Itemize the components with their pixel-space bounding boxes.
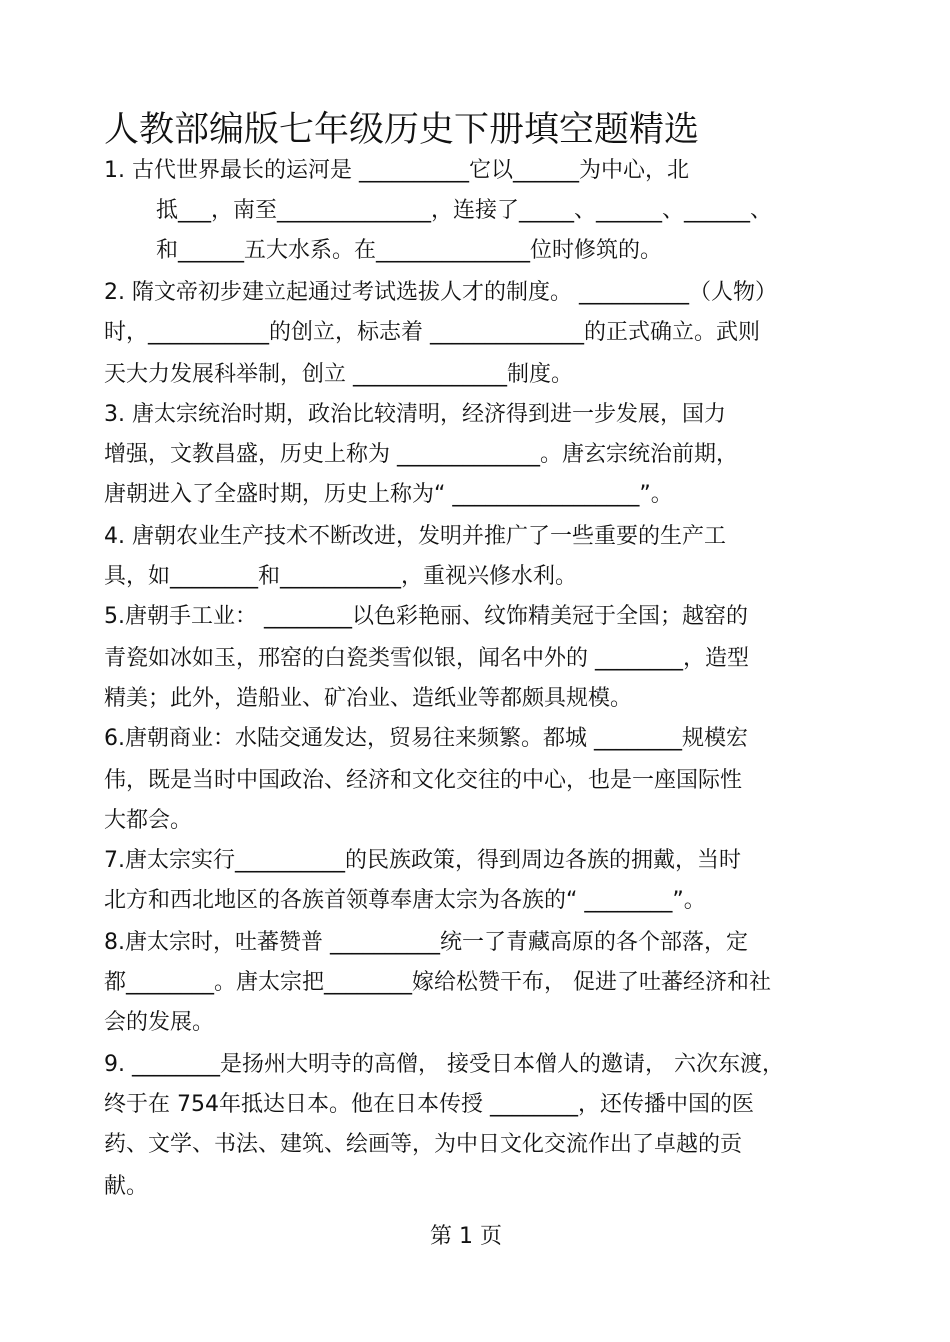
text-line: 唐朝进入了全盛时期，历史上称为“ _________________”。 — [104, 482, 673, 507]
text-line: 2. 隋文帝初步建立起通过考试选拔人才的制度。 __________（人物） — [104, 280, 777, 305]
text-line: 6.唐朝商业：水陆交通发达，贸易往来频繁。都城 ________规模宏 — [104, 726, 748, 751]
text-line: 天大力发展科举制，创立 ______________制度。 — [104, 362, 573, 387]
text-line: 时，___________的创立，标志着 ______________的正式确立。武则 — [104, 320, 760, 345]
text-line: 4. 唐朝农业生产技术不断改进，发明并推广了一些重要的生产工 — [104, 524, 726, 549]
text-line: 伟，既是当时中国政治、经济和文化交往的中心，也是一座国际性 — [104, 768, 743, 793]
text-line: 8.唐太宗时，吐蕃赞普 __________统一了青藏高原的各个部落，定 — [104, 930, 748, 955]
text-line: 抵___，南至______________，连接了_____、______、______、 — [156, 198, 773, 223]
text-line: 具，如________和___________，重视兴修水利。 — [104, 564, 578, 589]
text-line: 9. ________是扬州大明寺的高僧， 接受日本僧人的邀请， 六次东渡， — [104, 1052, 784, 1077]
text-line: 会的发展。 — [104, 1010, 215, 1035]
page-number: 第 1 页 — [430, 1224, 502, 1249]
text-line: 精美；此外，造船业、矿冶业、造纸业等都颇具规模。 — [104, 686, 633, 711]
text-line: 青瓷如冰如玉，邢窑的白瓷类雪似银，闻名中外的 ________，造型 — [104, 646, 749, 671]
text-line: 献。 — [104, 1174, 149, 1199]
text-line: 3. 唐太宗统治时期，政治比较清明，经济得到进一步发展，国力 — [104, 402, 726, 427]
text-line: 5.唐朝手工业： ________以色彩艳丽、纹饰精美冠于全国；越窑的 — [104, 604, 748, 629]
text-line: 增强，文教昌盛，历史上称为 _____________。唐玄宗统治前期， — [104, 442, 738, 467]
text-line: 北方和西北地区的各族首领尊奉唐太宗为各族的“ ________”。 — [104, 888, 706, 913]
text-line: 1. 古代世界最长的运河是 __________它以______为中心，北 — [104, 158, 689, 183]
document-title: 人教部编版七年级历史下册填空题精选 — [104, 110, 700, 150]
text-line: 终于在 754年抵达日本。他在日本传授 ________，还传播中国的医 — [104, 1092, 754, 1117]
text-line: 7.唐太宗实行__________的民族政策，得到周边各族的拥戴，当时 — [104, 848, 741, 873]
text-line: 药、文学、书法、建筑、绘画等，为中日文化交流作出了卓越的贡 — [104, 1132, 743, 1157]
text-line: 大都会。 — [104, 808, 193, 833]
text-line: 都________。唐太宗把________嫁给松赞干布， 促进了吐蕃经济和社 — [104, 970, 771, 995]
text-line: 和______五大水系。在______________位时修筑的。 — [156, 238, 663, 263]
